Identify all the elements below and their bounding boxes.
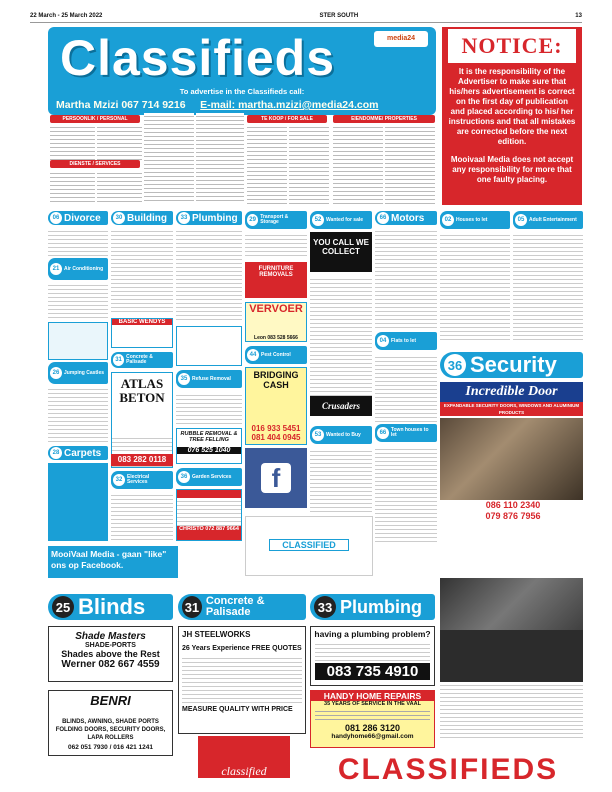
shade-line: Shades above the Rest — [61, 649, 160, 659]
cat-property: EIENDOMME/ PROPERTIES — [333, 115, 435, 123]
section-number: 02 — [442, 214, 454, 226]
handy-phone: 081 286 3120 — [344, 723, 401, 733]
section-number: 06 — [50, 212, 62, 224]
bridging-cash-ad — [245, 367, 307, 445]
plumbing-problem-phone: 083 735 4910 — [315, 663, 430, 680]
index-col-1 — [50, 124, 95, 160]
section-town — [375, 424, 437, 442]
section-label: Flats to let — [391, 337, 417, 344]
steelworks-title: JH STEELWORKS — [182, 630, 251, 639]
section-number: 52 — [312, 214, 324, 226]
section-number: 21 — [50, 263, 62, 275]
index-col-3 — [144, 113, 194, 203]
garden-ad — [176, 489, 242, 541]
facebook-icon: f — [261, 463, 291, 493]
vervoer-ad — [245, 302, 307, 342]
cat-services: DIENSTE / SERVICES — [50, 160, 140, 168]
section-houses — [440, 211, 510, 229]
section-label: Town houses to let — [390, 427, 429, 438]
security-text — [440, 682, 583, 738]
rubble-ad — [176, 428, 242, 464]
section-label: Adult Entertainment — [529, 216, 577, 223]
shade-phone: Werner 082 667 4559 — [61, 659, 160, 670]
section-label: Garden Services — [192, 473, 232, 480]
section-number: 44 — [247, 349, 259, 361]
section-number: 31 — [182, 596, 202, 618]
you-call-ad — [310, 232, 372, 272]
jumping-ad — [48, 386, 108, 442]
section-number: 25 — [52, 596, 74, 618]
contact-email[interactable]: E-mail: martha.mzizi@media24.com — [200, 99, 379, 111]
section-label: Motors — [391, 212, 425, 224]
section-label: Security — [470, 352, 557, 377]
facebook-ad[interactable] — [245, 448, 307, 508]
notice-text-1: It is the responsibility of the Advertiser to make sure that his/hers advertisement is correct on the first day of publication and placed according to his/ her instructions and that all mistakes are corrected before the next edition. — [448, 67, 576, 146]
atlas-phone: 083 282 0118 — [111, 454, 173, 466]
benri-phone: 062 051 7930 / 016 421 1241 — [68, 744, 153, 751]
section-label: Plumbing — [192, 212, 238, 224]
section-refuse — [176, 370, 242, 388]
index-col-6 — [97, 170, 142, 204]
notice-box — [442, 27, 582, 205]
section-label: Wanted to Buy — [326, 431, 361, 438]
section-number: 26 — [50, 367, 62, 379]
section-transport — [245, 211, 307, 229]
section-number: 28 — [50, 447, 62, 459]
plumbing-small-ads — [176, 228, 242, 320]
header-date: 22 March - 25 March 2022 — [30, 13, 103, 19]
section-building — [111, 211, 173, 225]
notice-text-2: Mooivaal Media does not accept any responsibility for more that one faulty placing. — [450, 155, 574, 184]
section-number: 66 — [377, 427, 389, 439]
section-number: 05 — [515, 214, 527, 226]
air-ad — [48, 282, 108, 318]
section-label: Houses to let — [456, 216, 488, 223]
section-security — [440, 352, 583, 378]
incredible-door-phone: 086 110 2340 079 876 7956 — [485, 500, 541, 521]
section-number: 36 — [178, 471, 190, 483]
section-number: 04 — [377, 335, 389, 347]
vervoer-phone: Leon 083 528 5666 — [254, 335, 298, 341]
section-garden — [176, 468, 242, 486]
handy-sub: 35 YEARS OF SERVICE IN THE VAAL — [324, 701, 421, 707]
section-label: Pest Control — [261, 351, 291, 358]
security-gate-ad — [440, 630, 583, 682]
section-label: Carpets — [64, 447, 102, 459]
section-label: Wanted for sale — [326, 216, 364, 223]
section-divorce — [48, 211, 108, 225]
rubble-title: RUBBLE REMOVAL & TREE FELLING — [180, 431, 238, 443]
section-wanted-buy — [310, 426, 372, 444]
benri-ad — [48, 690, 173, 756]
section-jumping — [48, 362, 108, 384]
section-number: 29 — [247, 214, 258, 226]
index-col-2 — [97, 124, 142, 160]
christo-phone: CHRISTO 072 887 9664 — [177, 526, 241, 540]
section-label: Refuse Removal — [192, 375, 231, 382]
section-label: Concrete & Palisade — [126, 354, 153, 365]
houses-ads — [440, 232, 510, 342]
notice-title: NOTICE: — [448, 29, 576, 63]
furniture-title: FURNITURE REMOVALS — [258, 266, 294, 278]
section-concrete — [178, 594, 306, 620]
section-adult — [513, 211, 583, 229]
plumbing-problem-ad — [310, 626, 435, 686]
incredible-door-photo — [440, 418, 583, 500]
incredible-door-title: Incredible Door — [440, 382, 583, 402]
classifieds-footer-title: CLASSIFIEDS — [337, 753, 559, 786]
section-label: Plumbing — [340, 596, 422, 617]
steelworks-ad — [178, 626, 306, 734]
crusaders-logo: Crusaders — [310, 396, 372, 416]
divorce-ad — [48, 228, 108, 256]
index-col-7 — [247, 124, 287, 204]
index-col-4 — [196, 113, 244, 203]
section-label: Divorce — [64, 212, 101, 224]
you-call-title: YOU CALL WE COLLECT — [313, 238, 369, 256]
handy-home-ad — [310, 690, 435, 748]
contact-name: Martha Mzizi 067 714 9216 — [56, 99, 186, 111]
index-col-5 — [50, 170, 95, 204]
geyser-ad — [176, 326, 242, 366]
masthead-subtitle: To advertise in the Classifieds call: — [179, 87, 305, 96]
town-ads — [375, 446, 437, 542]
section-label: Air Conditioning — [64, 265, 104, 272]
cat-for-sale: TE KOOP / FOR SALE — [247, 115, 327, 123]
section-number: 31 — [113, 354, 124, 366]
header-page: 13 — [575, 13, 582, 19]
vervoer-title: VERVOER — [249, 303, 303, 315]
steelworks-measure: MEASURE QUALITY WITH PRICE — [182, 706, 293, 713]
header-paper: STER SOUTH — [319, 13, 359, 19]
handy-email[interactable]: handyhome66@gmail.com — [331, 733, 414, 740]
shade-title: Shade Masters — [75, 631, 146, 642]
section-number: 32 — [113, 474, 125, 486]
motors-ads — [375, 228, 437, 328]
benri-title: BENRI — [90, 693, 131, 708]
section-plumbing-small — [176, 211, 242, 225]
handy-list — [315, 708, 430, 722]
section-label: Electrical Services — [126, 474, 150, 485]
section-label: Building — [127, 212, 167, 224]
transport-ad — [245, 232, 307, 258]
section-label: Jumping Castles — [64, 369, 105, 376]
shade-sub: SHADE-PORTS — [85, 642, 136, 649]
bridging-phone: 016 933 5451 081 404 0945 — [251, 424, 301, 442]
section-flats — [375, 332, 437, 350]
classified-banner-text: CLASSIFIED — [269, 539, 349, 551]
cat-personal: PERSOONLIK / PERSONAL — [50, 115, 140, 123]
page-header — [30, 10, 582, 22]
rubble-phone: 076 525 1040 — [177, 447, 241, 454]
masthead-title: Classifieds — [60, 30, 336, 86]
wanted-sale-text — [310, 276, 372, 396]
mooivaal-facebook-banner[interactable]: MooiVaal Media - gaan "like" ons op Facebook. — [48, 546, 178, 578]
dh-ad — [48, 322, 108, 360]
section-wanted-sale — [310, 211, 372, 229]
section-label: Concrete & Palisade — [205, 595, 265, 618]
classified-logo: classified — [198, 736, 290, 778]
handy-title: HANDY HOME REPAIRS — [311, 691, 434, 701]
adult-ads — [513, 232, 583, 342]
building-ads — [111, 228, 173, 314]
section-pest — [245, 346, 307, 364]
media24-logo: media24 — [374, 31, 428, 47]
section-number: 36 — [444, 354, 466, 376]
section-number: 66 — [377, 212, 389, 224]
section-concrete-small — [111, 352, 173, 368]
steelworks-quote: 26 Years Experience FREE QUOTES — [182, 645, 302, 652]
section-number: 35 — [178, 373, 190, 385]
flats-ads — [375, 354, 437, 422]
section-number: 53 — [312, 429, 324, 441]
electrical-ad — [111, 492, 173, 542]
garden-ad-banner — [177, 490, 241, 498]
section-number: 33 — [314, 596, 336, 618]
section-air — [48, 258, 108, 280]
shade-masters-ad — [48, 626, 173, 682]
furniture-ad — [245, 262, 307, 298]
bridging-title: BRIDGING CASH — [253, 370, 299, 390]
index-col-9 — [333, 124, 383, 204]
section-label: Blinds — [78, 594, 146, 619]
basic-wendys-title: BASIC WENDYS — [112, 319, 172, 325]
plumbing-problem-text — [315, 641, 430, 661]
steelworks-list — [182, 655, 302, 703]
benri-lines: BLINDS, AWNING, SHADE PORTS FOLDING DOORS, SECURITY DOORS, LAPA ROLLERS — [55, 719, 166, 741]
plumbing-problem-title: having a plumbing problem? — [314, 629, 431, 639]
section-plumbing — [310, 594, 435, 620]
section-motors — [375, 211, 437, 225]
index-col-8 — [289, 124, 329, 204]
section-number: 33 — [178, 212, 190, 224]
classified-banner-photo — [245, 516, 373, 576]
classifieds-masthead — [48, 27, 436, 115]
garden-ad-text — [177, 498, 241, 526]
section-blinds — [48, 594, 173, 620]
wanted-buy-text — [310, 448, 372, 512]
section-label: Transport & Storage — [260, 214, 289, 225]
refuse-ad — [176, 392, 242, 426]
header-divider — [30, 22, 582, 23]
section-electrical — [111, 471, 173, 489]
atlas-title: ATLAS BETON — [119, 376, 165, 405]
section-number: 30 — [113, 212, 125, 224]
incredible-door-sub: EXPANDABLE SECURITY DOORS, WINDOWS AND ALUMINIUM PRODUCTS — [440, 402, 583, 416]
carpets-ad — [48, 463, 108, 541]
masthead-contact — [56, 99, 378, 111]
index-col-10 — [385, 124, 435, 204]
basic-wendys-ad — [111, 318, 173, 348]
section-carpets — [48, 446, 108, 460]
